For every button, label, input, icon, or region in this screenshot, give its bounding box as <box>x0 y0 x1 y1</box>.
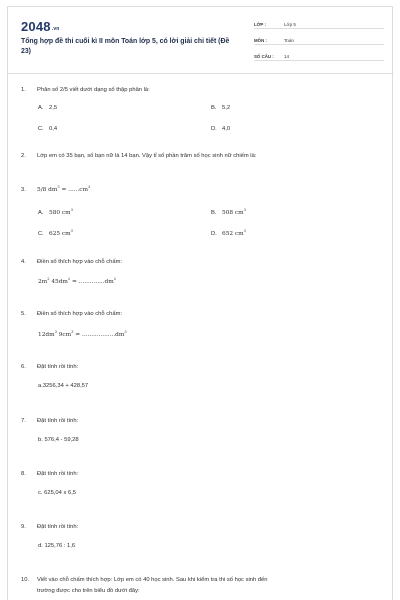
meta-value: 14 <box>284 54 290 59</box>
option-c[interactable]: C. 625 $cm^3$ <box>38 229 73 237</box>
question-10: 10. Viết vào chỗ chấm thích hợp: Lớp em có 40 học sinh. Sau khi kiểm tra thi số học sinh đến <box>21 577 268 583</box>
option-d[interactable]: D. 4,0 <box>211 126 231 132</box>
meta-row-subject <box>254 33 384 45</box>
question-7-expression: b. 576,4 - 59,28 <box>38 437 79 443</box>
page-title: Tổng hợp đề thi cuối kì II môn Toán lớp 5, có lời giải chi tiết (Đề 23) <box>21 38 230 55</box>
meta-row-class <box>254 17 384 29</box>
question-2: 2. Lớp em có 35 bạn, số bạn nữ là 14 bạn. Vậy tỉ số phần trăm số học sinh nữ chiếm là: <box>21 153 257 159</box>
question-3: 3. 5/8 $dm^3 = ......cm^3$ <box>21 185 91 193</box>
question-10-continued: trường được cho trên biểu đồ dưới đây: <box>37 588 140 594</box>
meta-label: SỐ CÂU : <box>254 54 274 59</box>
question-1: 1. Phân số 2/5 viết dưới dạng số thập phân là: <box>21 87 150 93</box>
document-header <box>8 7 392 71</box>
option-b[interactable]: B. 5,2 <box>211 105 231 111</box>
question-8-expression: c. 625,04 x 6,5 <box>38 490 77 496</box>
question-6: 6. Đặt tính rồi tính: <box>21 364 79 370</box>
question-6-expression: a.3256,34 + 428,57 <box>38 383 89 389</box>
question-5: 5. Điền số thích hợp vào chỗ chấm: <box>21 311 123 317</box>
option-a[interactable]: A. 580 $cm^3$ <box>38 208 73 216</box>
option-c[interactable]: C. 0,4 <box>38 126 58 132</box>
question-9: 9. Đặt tính rồi tính: <box>21 524 79 530</box>
site-logo[interactable]: 2048.vn <box>21 19 60 34</box>
meta-value: Toán <box>284 38 294 43</box>
question-8: 8. Đặt tính rồi tính: <box>21 471 79 477</box>
question-7: 7. Đặt tính rồi tính: <box>21 418 79 424</box>
meta-label: LỚP : <box>254 22 266 27</box>
meta-label: MÔN : <box>254 38 267 43</box>
option-d[interactable]: D. 652 $cm^3$ <box>211 229 246 237</box>
question-4-fill[interactable]: $2m^2$ $45dm^2 = ..............dm^2$ <box>38 277 117 285</box>
header-divider <box>8 73 394 74</box>
option-b[interactable]: B. 508 $cm^3$ <box>211 208 246 216</box>
question-5-fill[interactable]: $12dm^3$ $9cm^3 = ..................dm^3$ <box>38 330 127 338</box>
question-9-expression: d. 125,76 : 1,6 <box>38 543 76 549</box>
question-4: 4. Điền số thích hợp vào chỗ chấm: <box>21 259 123 265</box>
meta-box <box>254 17 384 65</box>
meta-value: Lớp 5 <box>284 22 296 27</box>
meta-row-count <box>254 49 384 61</box>
document-page <box>7 6 393 600</box>
option-a[interactable]: A. 2,5 <box>38 105 58 111</box>
